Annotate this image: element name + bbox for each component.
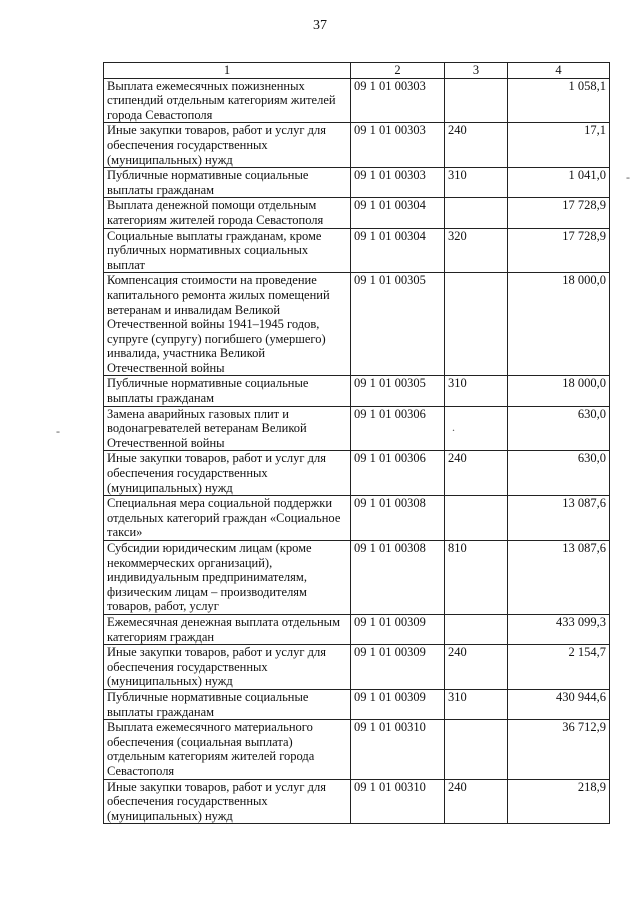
row-name-cell: Иные закупки товаров, работ и услуг для обеспечения государственных (муниципальных) нужд bbox=[104, 451, 351, 496]
row-type-cell bbox=[445, 273, 508, 376]
row-type-cell bbox=[445, 614, 508, 644]
table-row bbox=[104, 273, 610, 376]
row-amount-cell: 1 058,1 bbox=[508, 78, 610, 123]
row-name-cell: Замена аварийных газовых плит и водонагревателей ветеранам Великой Отечественной войны bbox=[104, 406, 351, 451]
row-code-cell: 09 1 01 00309 bbox=[351, 614, 445, 644]
table-row bbox=[104, 720, 610, 779]
row-amount-cell: 630,0 bbox=[508, 406, 610, 451]
table-row bbox=[104, 228, 610, 273]
row-name-cell: Иные закупки товаров, работ и услуг для обеспечения государственных (муниципальных) нужд bbox=[104, 123, 351, 168]
row-name-cell: Публичные нормативные социальные выплаты гражданам bbox=[104, 689, 351, 719]
row-amount-cell: 18 000,0 bbox=[508, 273, 610, 376]
row-name-cell: Выплата ежемесячного материального обеспечения (социальная выплата) отдельным категориям жителей города Севастополя bbox=[104, 720, 351, 779]
row-code-cell: 09 1 01 00306 bbox=[351, 451, 445, 496]
row-name-cell: Социальные выплаты гражданам, кроме публичных нормативных социальных выплат bbox=[104, 228, 351, 273]
table-row bbox=[104, 496, 610, 541]
row-type-cell: 240 bbox=[445, 451, 508, 496]
row-code-cell: 09 1 01 00308 bbox=[351, 496, 445, 541]
table-row bbox=[104, 451, 610, 496]
table-body bbox=[104, 78, 610, 824]
table-row bbox=[104, 779, 610, 824]
table-row bbox=[104, 406, 610, 451]
row-amount-cell: 13 087,6 bbox=[508, 496, 610, 541]
row-name-cell: Иные закупки товаров, работ и услуг для обеспечения государственных (муниципальных) нужд bbox=[104, 645, 351, 690]
row-type-cell: 240 bbox=[445, 645, 508, 690]
row-amount-cell: 1 041,0 bbox=[508, 168, 610, 198]
row-amount-cell: 36 712,9 bbox=[508, 720, 610, 779]
row-type-cell bbox=[445, 198, 508, 228]
row-code-cell: 09 1 01 00304 bbox=[351, 228, 445, 273]
row-type-cell: 310 bbox=[445, 376, 508, 406]
row-amount-cell: 218,9 bbox=[508, 779, 610, 824]
row-name-cell: Публичные нормативные социальные выплаты гражданам bbox=[104, 376, 351, 406]
row-type-cell: 240 bbox=[445, 123, 508, 168]
row-type-cell: 320 bbox=[445, 228, 508, 273]
row-type-cell bbox=[445, 720, 508, 779]
row-name-cell: Публичные нормативные социальные выплаты гражданам bbox=[104, 168, 351, 198]
table-row bbox=[104, 168, 610, 198]
header-row bbox=[104, 63, 610, 79]
row-type-cell bbox=[445, 496, 508, 541]
budget-table bbox=[103, 62, 610, 824]
scan-mark: - bbox=[56, 424, 60, 438]
row-amount-cell: 13 087,6 bbox=[508, 541, 610, 615]
scan-mark: - bbox=[626, 170, 630, 184]
row-type-cell: 310 bbox=[445, 168, 508, 198]
row-amount-cell: 433 099,3 bbox=[508, 614, 610, 644]
table-row bbox=[104, 78, 610, 123]
page-number: 37 bbox=[313, 18, 327, 33]
row-code-cell: 09 1 01 00303 bbox=[351, 78, 445, 123]
table-row bbox=[104, 541, 610, 615]
table-row bbox=[104, 376, 610, 406]
column-header-name: 1 bbox=[104, 63, 351, 79]
row-code-cell: 09 1 01 00310 bbox=[351, 779, 445, 824]
row-amount-cell: 18 000,0 bbox=[508, 376, 610, 406]
table-row bbox=[104, 689, 610, 719]
column-header-code: 2 bbox=[351, 63, 445, 79]
row-name-cell: Иные закупки товаров, работ и услуг для обеспечения государственных (муниципальных) нужд bbox=[104, 779, 351, 824]
row-type-cell bbox=[445, 78, 508, 123]
row-code-cell: 09 1 01 00303 bbox=[351, 123, 445, 168]
row-name-cell: Специальная мера социальной поддержки отдельных категорий граждан «Социальное такси» bbox=[104, 496, 351, 541]
column-header-type: 3 bbox=[445, 63, 508, 79]
row-type-cell: 310 bbox=[445, 689, 508, 719]
table-row bbox=[104, 198, 610, 228]
row-code-cell: 09 1 01 00306 bbox=[351, 406, 445, 451]
row-name-cell: Выплата ежемесячных пожизненных стипендий отдельным категориям жителей города Севастополя bbox=[104, 78, 351, 123]
row-code-cell: 09 1 01 00309 bbox=[351, 689, 445, 719]
row-amount-cell: 2 154,7 bbox=[508, 645, 610, 690]
row-code-cell: 09 1 01 00305 bbox=[351, 273, 445, 376]
row-name-cell: Субсидии юридическим лицам (кроме некоммерческих организаций), индивидуальным предпринимателям, физическим лицам – производителям товаров, работ, услуг bbox=[104, 541, 351, 615]
row-type-cell: 810 bbox=[445, 541, 508, 615]
row-amount-cell: 17,1 bbox=[508, 123, 610, 168]
row-amount-cell: 17 728,9 bbox=[508, 228, 610, 273]
row-code-cell: 09 1 01 00305 bbox=[351, 376, 445, 406]
row-code-cell: 09 1 01 00310 bbox=[351, 720, 445, 779]
row-code-cell: 09 1 01 00309 bbox=[351, 645, 445, 690]
row-name-cell: Ежемесячная денежная выплата отдельным категориям граждан bbox=[104, 614, 351, 644]
row-amount-cell: 17 728,9 bbox=[508, 198, 610, 228]
table-row bbox=[104, 645, 610, 690]
row-type-cell: 240 bbox=[445, 779, 508, 824]
table-header bbox=[104, 63, 610, 79]
row-amount-cell: 630,0 bbox=[508, 451, 610, 496]
table-row bbox=[104, 123, 610, 168]
row-amount-cell: 430 944,6 bbox=[508, 689, 610, 719]
row-code-cell: 09 1 01 00304 bbox=[351, 198, 445, 228]
row-code-cell: 09 1 01 00303 bbox=[351, 168, 445, 198]
scan-mark: . bbox=[452, 420, 455, 434]
row-code-cell: 09 1 01 00308 bbox=[351, 541, 445, 615]
row-name-cell: Компенсация стоимости на проведение капитального ремонта жилых помещений ветеранам и инвалидам Великой Отечественной войны 1941–1945 годов, супруге (супругу) погибшего (умершего) инвалида, участника Великой Отечественной войны bbox=[104, 273, 351, 376]
table-row bbox=[104, 614, 610, 644]
row-name-cell: Выплата денежной помощи отдельным категориям жителей города Севастополя bbox=[104, 198, 351, 228]
column-header-amount: 4 bbox=[508, 63, 610, 79]
